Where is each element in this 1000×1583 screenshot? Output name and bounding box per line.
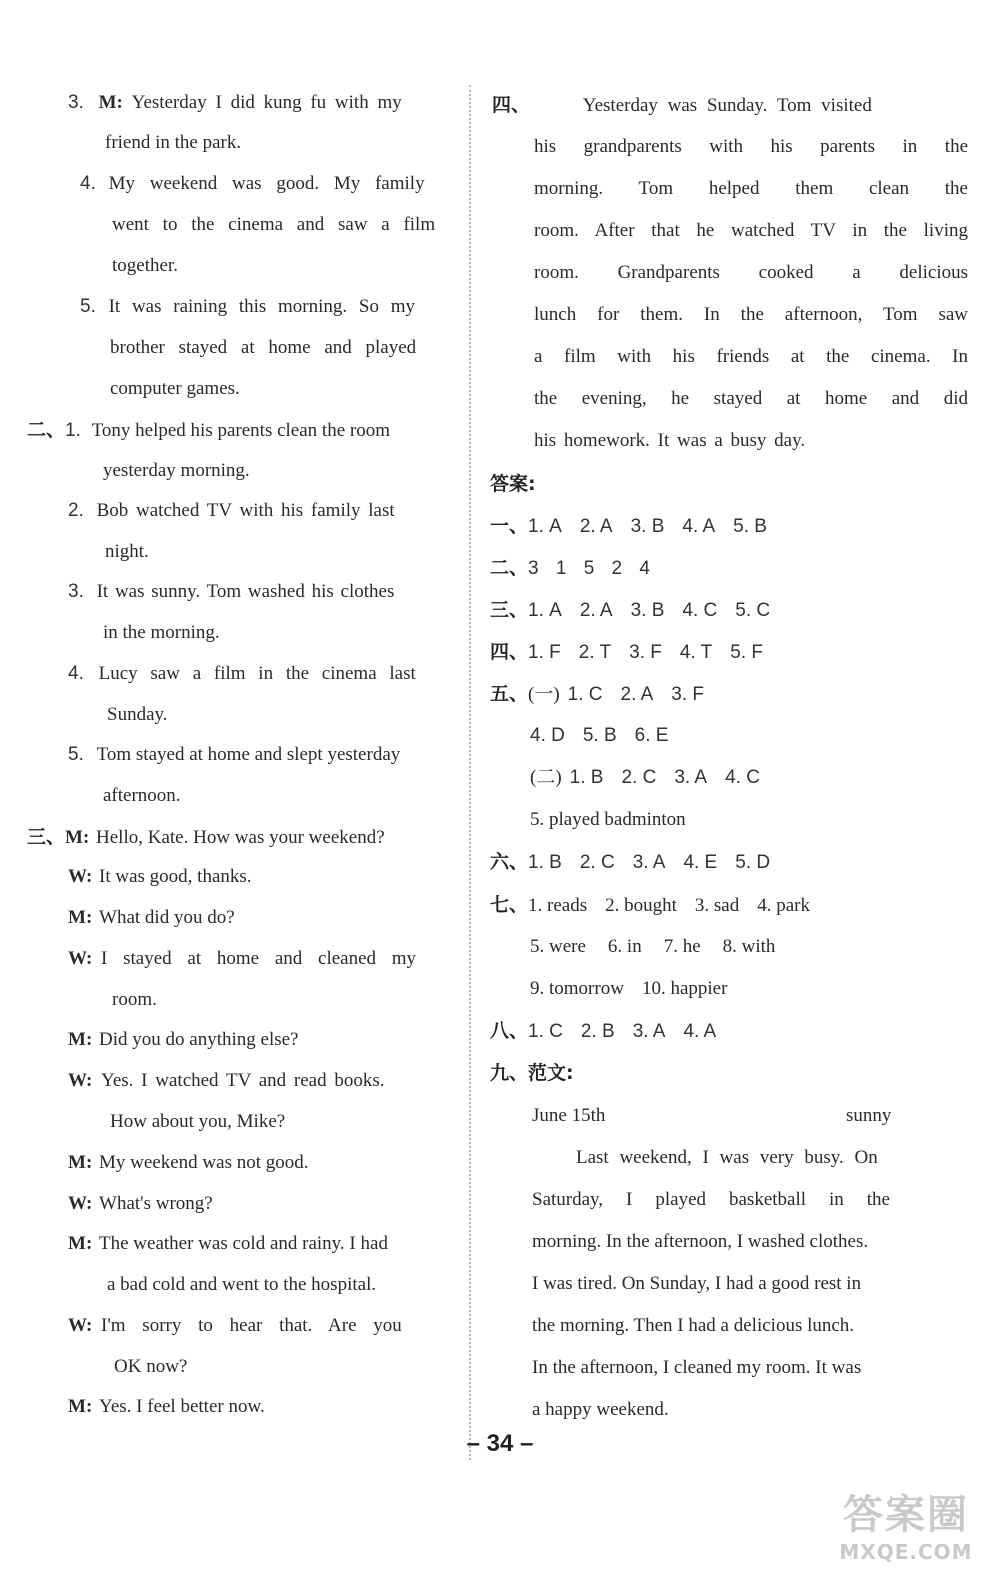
- section-2-item-3: 3. It was sunny. Tom washed his clothes: [68, 581, 395, 602]
- passage-line-7: a film with his friends at the cinema. In: [534, 346, 968, 367]
- passage-line-4: room. After that he watched TV in the living: [534, 220, 968, 241]
- dialogue-line-6-cont: How about you, Mike?: [110, 1111, 286, 1132]
- dialogue-line-2: W: It was good, thanks.: [68, 866, 252, 887]
- dialogue-line-4-cont: room.: [112, 989, 157, 1010]
- answer-8: 八、1. C 2. B 3. A 4. A: [490, 1020, 717, 1042]
- watermark-logo: 答案圈 MXQE.COM: [839, 1492, 973, 1564]
- dialogue-line-3: M: What did you do?: [68, 907, 235, 928]
- answer-4: 四、1. F 2. T 3. F 4. T 5. F: [490, 641, 763, 663]
- speaker-label: M:: [98, 92, 123, 113]
- answer-7-row-2: 5. were 6. in 7. he 8. with: [530, 936, 776, 957]
- answer-3: 三、1. A 2. A 3. B 4. C 5. C: [490, 599, 771, 621]
- dialogue-line-7: M: My weekend was not good.: [68, 1152, 309, 1173]
- dialogue-line-1: 三、M: Hello, Kate. How was your weekend?: [27, 826, 385, 848]
- essay-line-2: Saturday, I played basketball in the: [532, 1189, 890, 1210]
- answer-1: 一、1. A 2. A 3. B 4. A 5. B: [490, 515, 767, 537]
- item-5-cont2: computer games.: [110, 378, 240, 399]
- section-2-item-3-cont: in the morning.: [103, 622, 220, 643]
- answer-5-row-1: 五、(一) 1. C 2. A 3. F: [490, 683, 705, 705]
- page-number: – 34 –: [466, 1430, 534, 1457]
- passage-line-8: the evening, he stayed at home and did: [534, 388, 968, 409]
- passage-line-5: room. Grandparents cooked a delicious: [534, 262, 968, 283]
- item-4-cont2: together.: [112, 255, 178, 276]
- dialogue-line-9: M: The weather was cold and rainy. I had: [68, 1233, 388, 1254]
- essay-line-7: a happy weekend.: [532, 1399, 669, 1420]
- section-2-item-2: 2. Bob watched TV with his family last: [68, 500, 395, 521]
- section-3-label: 三、: [27, 826, 66, 848]
- passage-line-9: his homework. It was a busy day.: [534, 430, 806, 451]
- dialogue-line-10: W: I'm sorry to hear that. Are you: [68, 1315, 402, 1336]
- section-2-item-4-cont: Sunday.: [107, 704, 168, 725]
- item-4: 4. My weekend was good. My family: [80, 173, 425, 194]
- essay-date: June 15th: [532, 1105, 606, 1126]
- essay-weather: sunny: [846, 1105, 892, 1126]
- answers-title: 答案:: [490, 473, 536, 495]
- essay-line-6: In the afternoon, I cleaned my room. It was: [532, 1357, 862, 1378]
- item-5: 5. It was raining this morning. So my: [80, 296, 416, 317]
- essay-line-5: the morning. Then I had a delicious lunch.: [532, 1315, 855, 1336]
- item-4-cont: went to the cinema and saw a film: [112, 214, 436, 235]
- answer-5-row-2: 4. D 5. B 6. E: [530, 725, 669, 746]
- section-2-item-4: 4. Lucy saw a film in the cinema last: [68, 663, 416, 684]
- item-3-cont: friend in the park.: [105, 132, 242, 153]
- item-3: 3. M: Yesterday I did kung fu with my: [68, 92, 402, 113]
- section-2-item-5: 5. Tom stayed at home and slept yesterday: [68, 744, 401, 765]
- passage-line-2: his grandparents with his parents in the: [534, 136, 968, 157]
- answer-6: 六、1. B 2. C 3. A 4. E 5. D: [490, 851, 771, 873]
- essay-line-1: Last weekend, I was very busy. On: [576, 1147, 878, 1168]
- answer-5-row-3: (二) 1. B 2. C 3. A 4. C: [530, 767, 760, 788]
- answer-7-row-3: 9. tomorrow 10. happier: [530, 978, 728, 999]
- answer-2: 二、3 1 5 2 4: [490, 557, 650, 579]
- section-2-item-1-cont: yesterday morning.: [103, 460, 250, 481]
- section-2-item-2-cont: night.: [105, 541, 149, 562]
- item-5-cont: brother stayed at home and played: [110, 337, 417, 358]
- passage-line-3: morning. Tom helped them clean the: [534, 178, 968, 199]
- passage-line-6: lunch for them. In the afternoon, Tom saw: [534, 304, 968, 325]
- dialogue-line-9-cont: a bad cold and went to the hospital.: [107, 1274, 377, 1295]
- column-divider: [469, 85, 471, 1460]
- dialogue-line-8: W: What's wrong?: [68, 1193, 213, 1214]
- answer-9-label: 九、范文:: [490, 1062, 574, 1084]
- dialogue-line-11: M: Yes. I feel better now.: [68, 1396, 265, 1417]
- section-2-label: 二、: [27, 419, 66, 441]
- section-2-item-5-cont: afternoon.: [103, 785, 181, 806]
- dialogue-line-5: M: Did you do anything else?: [68, 1029, 299, 1050]
- dialogue-line-10-cont: OK now?: [114, 1356, 188, 1377]
- essay-line-3: morning. In the afternoon, I washed clothes.: [532, 1231, 869, 1252]
- essay-line-4: I was tired. On Sunday, I had a good rest in: [532, 1273, 862, 1294]
- dialogue-line-6: W: Yes. I watched TV and read books.: [68, 1070, 385, 1091]
- answer-5-row-4: 5. played badminton: [530, 809, 686, 830]
- answer-7-row-1: 七、1. reads 2. bought 3. sad 4. park: [490, 894, 810, 916]
- section-2-item-1: 二、1. Tony helped his parents clean the room: [27, 419, 390, 441]
- section-4-label: 四、: [492, 94, 531, 116]
- dialogue-line-4: W: I stayed at home and cleaned my: [68, 948, 417, 969]
- passage-line-1: 四、 Yesterday was Sunday. Tom visited: [492, 94, 872, 116]
